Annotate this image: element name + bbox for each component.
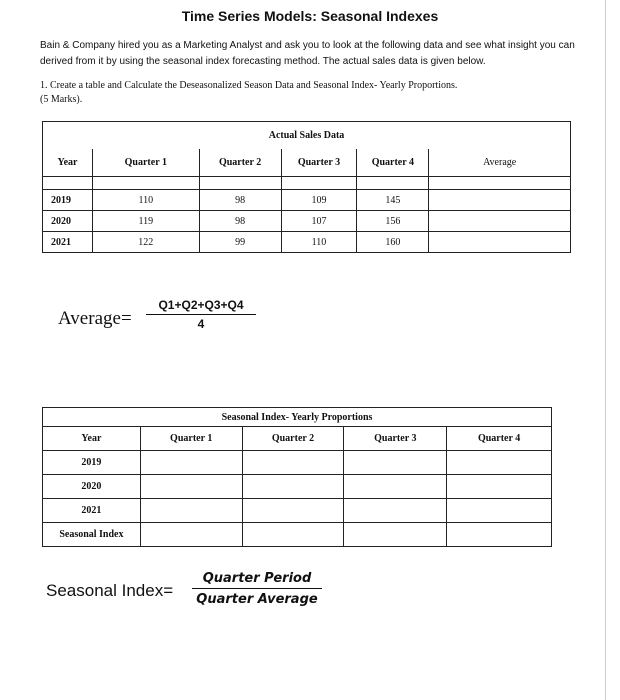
table-row (43, 499, 552, 523)
table-row (43, 190, 571, 211)
page-title: Time Series Models: Seasonal Indexes (181, 8, 439, 24)
q4-cell: 156 (357, 211, 429, 232)
spacer-cell (43, 177, 93, 190)
seasonal-fraction (192, 571, 322, 607)
q1-cell: 119 (92, 211, 199, 232)
seasonal-formula-lhs: Seasonal Index= (46, 581, 174, 600)
table-row (43, 232, 571, 253)
spacer-cell (357, 177, 429, 190)
q3-cell: 110 (281, 232, 357, 253)
sales-table-caption: Actual Sales Data (43, 122, 571, 150)
year-cell: 2021 (43, 232, 93, 253)
spacer-cell (281, 177, 357, 190)
index-row-label: 2021 (43, 499, 141, 523)
empty-cell (140, 451, 242, 475)
empty-cell (242, 499, 344, 523)
empty-cell (344, 523, 447, 547)
empty-cell (447, 475, 552, 499)
index-header-quarter-4: Quarter 4 (447, 427, 552, 451)
year-cell: 2020 (43, 211, 93, 232)
q2-cell: 98 (199, 190, 281, 211)
seasonal-numerator: Quarter Period (192, 571, 322, 589)
page-edge-divider (605, 0, 606, 700)
intro-paragraph: Bain & Company hired you as a Marketing Analyst and ask you to look at the following data and see what insight you can derived from it by using the seasonal index forecasting method. The actual sales data is given below. (40, 40, 575, 67)
empty-cell (140, 475, 242, 499)
task-line-1: 1. Create a table and Calculate the Deseasonalized Season Data and Seasonal Index- Yearly Proportions. (40, 80, 458, 91)
seasonal-index-table (42, 407, 552, 547)
q3-cell: 107 (281, 211, 357, 232)
header-quarter-4: Quarter 4 (357, 149, 429, 177)
header-average: Average (429, 149, 571, 177)
table-row (43, 451, 552, 475)
empty-cell (447, 523, 552, 547)
actual-sales-table (42, 121, 571, 253)
empty-cell (344, 475, 447, 499)
spacer-cell (429, 177, 571, 190)
q1-cell: 110 (92, 190, 199, 211)
empty-cell (242, 523, 344, 547)
empty-cell (344, 451, 447, 475)
table-row (43, 475, 552, 499)
empty-cell (140, 499, 242, 523)
index-header-quarter-3: Quarter 3 (344, 427, 447, 451)
empty-cell (242, 451, 344, 475)
average-cell (429, 211, 571, 232)
header-quarter-2: Quarter 2 (199, 149, 281, 177)
empty-cell (242, 475, 344, 499)
table-row (43, 523, 552, 547)
spacer-cell (199, 177, 281, 190)
index-row-label: 2019 (43, 451, 141, 475)
header-quarter-3: Quarter 3 (281, 149, 357, 177)
year-cell: 2019 (43, 190, 93, 211)
header-quarter-1: Quarter 1 (92, 149, 199, 177)
average-cell (429, 232, 571, 253)
empty-cell (447, 451, 552, 475)
task-instructions (40, 79, 590, 107)
q3-cell: 109 (281, 190, 357, 211)
header-year: Year (43, 149, 93, 177)
q2-cell: 98 (199, 211, 281, 232)
empty-cell (344, 499, 447, 523)
index-header-quarter-1: Quarter 1 (140, 427, 242, 451)
task-line-2: (5 Marks). (40, 94, 83, 105)
index-row-label: 2020 (43, 475, 141, 499)
index-table-caption: Seasonal Index- Yearly Proportions (43, 408, 552, 427)
average-formula-lhs: Average= (58, 308, 132, 329)
index-header-quarter-2: Quarter 2 (242, 427, 344, 451)
average-cell (429, 190, 571, 211)
spacer-cell (92, 177, 199, 190)
average-numerator: Q1+Q2+Q3+Q4 (146, 298, 256, 315)
average-denominator: 4 (197, 317, 205, 331)
average-fraction (146, 298, 256, 331)
seasonal-denominator: Quarter Average (196, 592, 318, 607)
empty-cell (447, 499, 552, 523)
index-header-year: Year (43, 427, 141, 451)
index-row-label: Seasonal Index (43, 523, 141, 547)
empty-cell (140, 523, 242, 547)
q4-cell: 145 (357, 190, 429, 211)
q4-cell: 160 (357, 232, 429, 253)
q1-cell: 122 (92, 232, 199, 253)
table-row (43, 211, 571, 232)
q2-cell: 99 (199, 232, 281, 253)
